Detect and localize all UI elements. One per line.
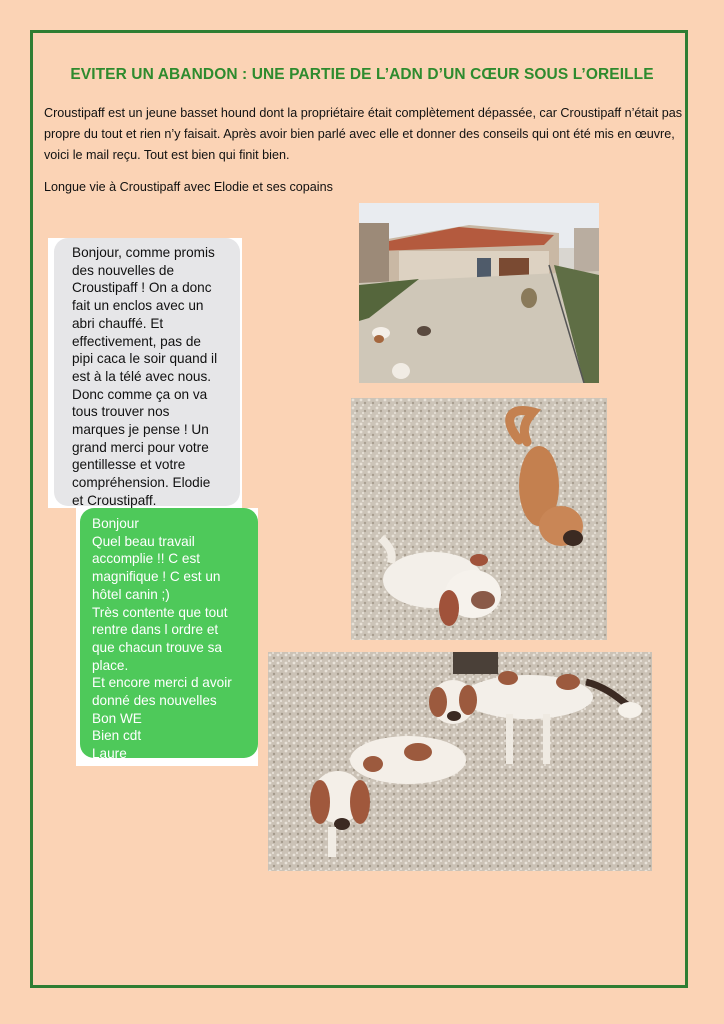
- photo-two-bassets: [268, 652, 652, 871]
- received-message-screenshot: [48, 238, 242, 508]
- page-title: EVITER UN ABANDON : UNE PARTIE DE L’ADN D’UN CŒUR SOUS L’OREILLE: [70, 66, 654, 83]
- received-message-text: Bonjour, comme promis des nouvelles de Croustipaff ! On a donc fait un enclos avec un abri chauffé. Et effectivement, pas de pipi caca le soir quand il est à la télé avec nous. Donc comme ça on va tous trouver nos marques je pense ! Un grand merci pour votre gentillesse et votre compréhension. Elodie et Croustipaff.: [72, 245, 218, 508]
- intro-dedication: Longue vie à Croustipaff avec Elodie et ses copains: [44, 180, 333, 194]
- received-message-bubble: [54, 238, 240, 506]
- sent-message-screenshot: [76, 508, 258, 766]
- sent-message-bubble: [80, 508, 258, 762]
- photo-two-dogs: [351, 398, 607, 640]
- intro-text: [44, 103, 684, 209]
- sent-message-text: Bonjour Quel beau travail accomplie !! C est magnifique ! C est un hôtel canin ;) Très contente que tout rentre dans l ordre et que chacun trouve sa place. Et encore merci d avoir donné des nouvelles Bon WE Bien cdt Laure: [92, 516, 232, 762]
- intro-paragraph: Croustipaff est un jeune basset hound dont la propriétaire était complètement dépassée, car Croustipaff n’était pas propre du tout et rien n’y faisait. Après avoir bien parlé avec elle et donner des conseils qui ont été mis en œuvre, voici le mail reçu. Tout est bien qui finit bien.: [44, 106, 683, 162]
- photo-enclosure: [359, 203, 599, 383]
